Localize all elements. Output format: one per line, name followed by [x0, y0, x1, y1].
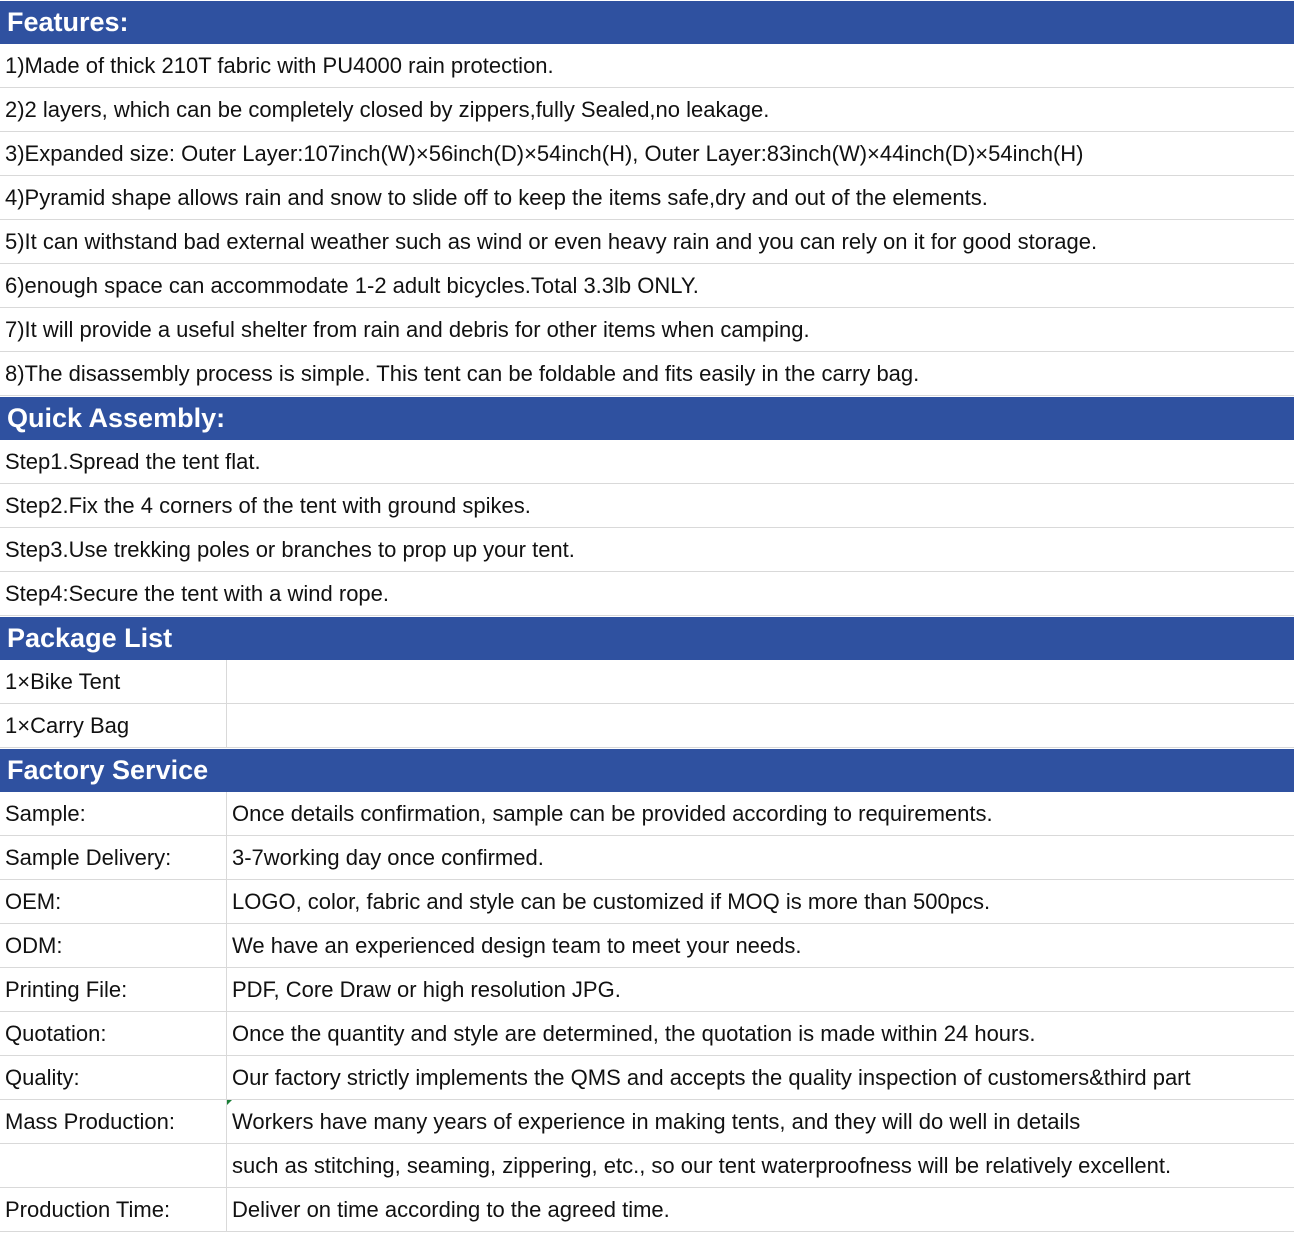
feature-row	[0, 264, 1294, 308]
service-row-mass-production-continued	[0, 1144, 1294, 1188]
feature-text: 1)Made of thick 210T fabric with PU4000 rain protection.	[5, 52, 554, 78]
service-label: Quality:	[0, 1056, 227, 1099]
service-row-sample	[0, 792, 1294, 836]
feature-text: 8)The disassembly process is simple. This tent can be foldable and fits easily in the carry bag.	[5, 360, 920, 386]
service-label: ODM:	[0, 924, 227, 967]
package-empty-cell	[227, 704, 1294, 747]
service-label	[0, 1144, 227, 1187]
package-item-text: 1×Carry Bag	[5, 712, 130, 738]
package-empty-cell	[227, 660, 1294, 703]
assembly-step-text: Step3.Use trekking poles or branches to prop up your tent.	[5, 536, 575, 562]
service-label: Quotation:	[0, 1012, 227, 1055]
service-row-sample-delivery	[0, 836, 1294, 880]
feature-text: 5)It can withstand bad external weather such as wind or even heavy rain and you can rely on it for good storage.	[5, 228, 1098, 254]
service-value: PDF, Core Draw or high resolution JPG.	[232, 976, 621, 1002]
service-label: OEM:	[0, 880, 227, 923]
feature-row	[0, 132, 1294, 176]
assembly-heading	[0, 396, 1294, 440]
assembly-step-row	[0, 572, 1294, 616]
service-label: Sample Delivery:	[0, 836, 227, 879]
package-item-row	[0, 704, 1294, 748]
package-heading	[0, 616, 1294, 660]
feature-text: 6)enough space can accommodate 1-2 adult bicycles.Total 3.3lb ONLY.	[5, 272, 699, 298]
feature-text: 4)Pyramid shape allows rain and snow to slide off to keep the items safe,dry and out of the elements.	[5, 184, 988, 210]
service-label: Printing File:	[0, 968, 227, 1011]
service-value: 3-7working day once confirmed.	[232, 844, 544, 870]
service-row-quality	[0, 1056, 1294, 1100]
feature-row	[0, 88, 1294, 132]
features-heading-text: Features:	[7, 6, 129, 37]
service-label: Sample:	[0, 792, 227, 835]
service-value: Once details confirmation, sample can be provided according to requirements.	[232, 800, 993, 826]
package-item-cell	[0, 704, 227, 747]
service-value: We have an experienced design team to meet your needs.	[232, 932, 802, 958]
service-row-oem	[0, 880, 1294, 924]
service-value: Our factory strictly implements the QMS and accepts the quality inspection of customers&third part	[232, 1064, 1191, 1090]
assembly-step-text: Step4:Secure the tent with a wind rope.	[5, 580, 390, 606]
service-value: such as stitching, seaming, zippering, etc., so our tent waterproofness will be relatively excellent.	[232, 1152, 1172, 1178]
assembly-step-row	[0, 484, 1294, 528]
service-heading	[0, 748, 1294, 792]
package-item-cell	[0, 660, 227, 703]
service-label: Production Time:	[0, 1188, 227, 1231]
service-row-mass-production	[0, 1100, 1294, 1144]
service-heading-text: Factory Service	[7, 754, 209, 785]
service-label: Mass Production:	[0, 1100, 227, 1143]
assembly-step-text: Step1.Spread the tent flat.	[5, 448, 261, 474]
package-item-text: 1×Bike Tent	[5, 668, 121, 694]
service-row-quotation	[0, 1012, 1294, 1056]
feature-row	[0, 176, 1294, 220]
features-heading	[0, 0, 1294, 44]
assembly-heading-text: Quick Assembly:	[7, 402, 226, 433]
service-value: Once the quantity and style are determined, the quotation is made within 24 hours.	[232, 1020, 1036, 1046]
assembly-step-row	[0, 440, 1294, 484]
service-value: LOGO, color, fabric and style can be customized if MOQ is more than 500pcs.	[232, 888, 991, 914]
feature-row	[0, 352, 1294, 396]
package-item-row	[0, 660, 1294, 704]
cell-comment-marker	[227, 1100, 232, 1105]
service-value: Workers have many years of experience in making tents, and they will do well in details	[232, 1108, 1081, 1134]
feature-row	[0, 220, 1294, 264]
service-row-production-time	[0, 1188, 1294, 1232]
package-heading-text: Package List	[7, 622, 173, 653]
assembly-step-row	[0, 528, 1294, 572]
assembly-step-text: Step2.Fix the 4 corners of the tent with ground spikes.	[5, 492, 531, 518]
feature-text: 2)2 layers, which can be completely closed by zippers,fully Sealed,no leakage.	[5, 96, 770, 122]
service-row-printing-file	[0, 968, 1294, 1012]
feature-text: 3)Expanded size: Outer Layer:107inch(W)×56inch(D)×54inch(H), Outer Layer:83inch(W)×44inch(D)×54inch(H)	[5, 140, 1084, 166]
feature-row	[0, 308, 1294, 352]
feature-row	[0, 44, 1294, 88]
feature-text: 7)It will provide a useful shelter from rain and debris for other items when camping.	[5, 316, 810, 342]
service-row-odm	[0, 924, 1294, 968]
service-value: Deliver on time according to the agreed time.	[232, 1196, 670, 1222]
